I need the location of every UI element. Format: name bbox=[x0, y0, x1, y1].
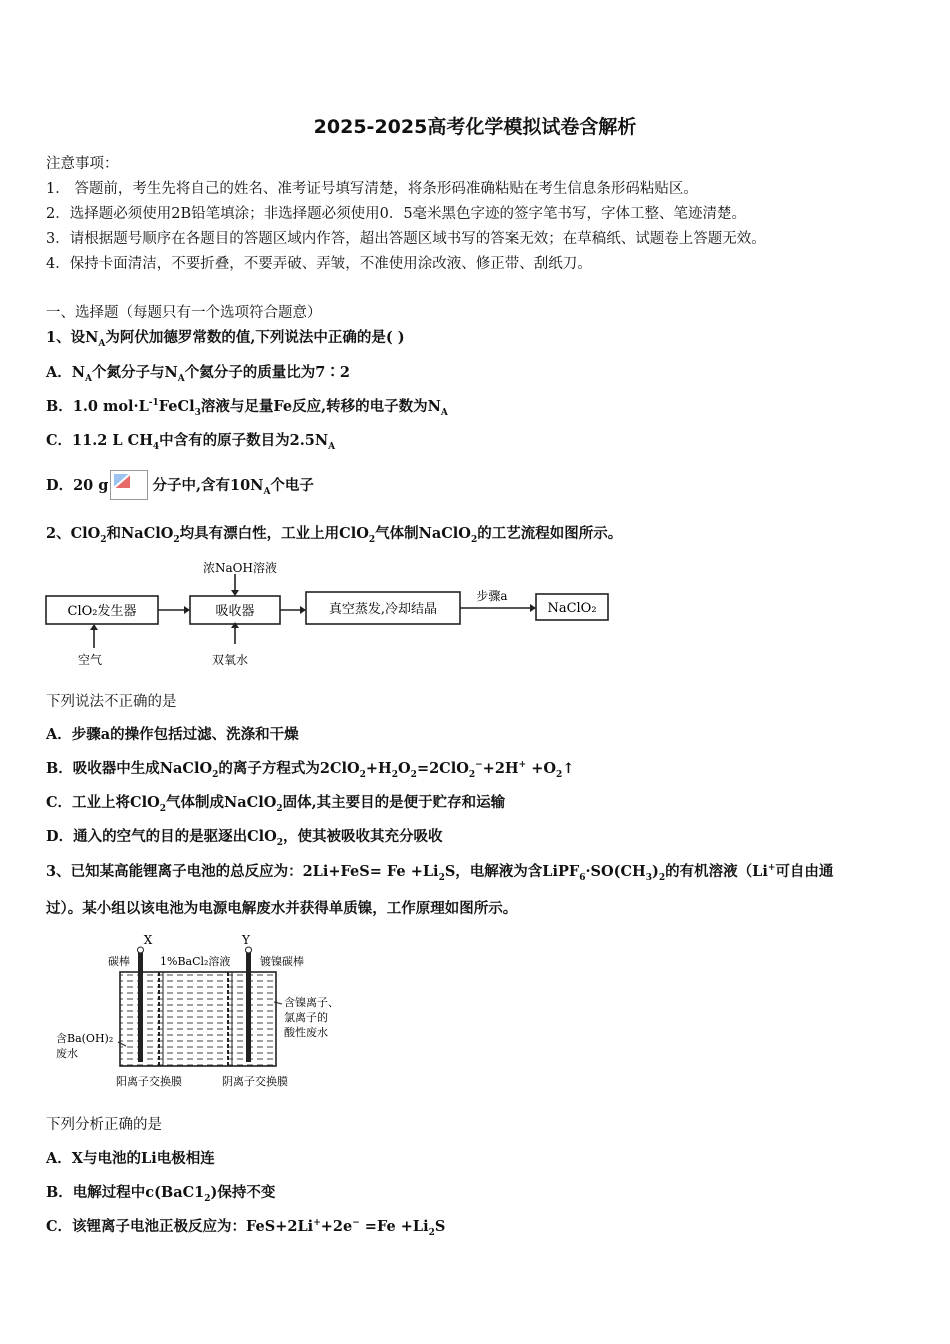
electrolysis-cell-diagram bbox=[56, 930, 356, 1095]
q1-stem: 1、设$N_A$为阿伏加德罗常数的值,下列说法中正确的是( ) bbox=[46, 329, 405, 349]
notice-heading: 注意事项： bbox=[46, 156, 119, 172]
right-waste-label-1: 含镍离子、 bbox=[284, 996, 339, 1009]
flow-box-absorber: 吸收器 bbox=[215, 604, 255, 619]
q3-option-c[interactable]: C．该锂离子电池正极反应为：$FeS+2Li^++2e^- =Fe +Li_2S$ bbox=[46, 1218, 446, 1238]
left-waste-label-2: 废水 bbox=[56, 1047, 78, 1060]
electrode-y-label: Y bbox=[242, 933, 250, 947]
flow-step-label: 步骤a bbox=[476, 589, 508, 603]
bacl2-solution-label: 1%BaCl₂溶液 bbox=[160, 955, 231, 968]
flow-box-evaporation: 真空蒸发,冷却结晶 bbox=[328, 602, 438, 617]
process-flow-diagram bbox=[44, 560, 624, 672]
left-waste-label-1: 含Ba(OH)₂ bbox=[56, 1032, 114, 1045]
notice-item-1: 1． 答题前，考生先将自己的姓名、准考证号填写清楚，将条形码准确粘贴在考生信息条形码粘贴区。 bbox=[46, 181, 698, 197]
page-title: 2025-2025高考化学模拟试卷含解析 bbox=[313, 116, 637, 138]
q1-option-b[interactable]: B．1.0 $mol\cdot L^{-1}FeCl_3$溶液与足量Fe反应,转移的电子数为$N_A$ bbox=[46, 398, 448, 418]
q3-stem-line1: 3、已知某高能锂离子电池的总反应为：$2Li+FeS= Fe +Li_2S$，电解液为含$LiPF_6\cdot SO(CH_3)_2$的有机溶液（Li+可自由通 bbox=[46, 863, 834, 883]
q1-option-a[interactable]: A．$N_A$个氮分子与$N_A$个氦分子的质量比为7∶2 bbox=[46, 364, 350, 384]
cation-membrane-label: 阳离子交换膜 bbox=[116, 1075, 182, 1088]
q3-stem-line2: 过）。某小组以该电池为电源电解废水并获得单质镍，工作原理如图所示。 bbox=[46, 900, 518, 917]
q1-option-c[interactable]: C．11.2 L $CH_4$中含有的原子数目为$2.5N_A$ bbox=[46, 432, 336, 452]
q3-option-b[interactable]: B．电解过程中$c(BaC1_2)$保持不变 bbox=[46, 1184, 276, 1204]
q2-option-c[interactable]: C．工业上将ClO$_2$气体制成NaClO$_2$固体,其主要目的是便于贮存和运输 bbox=[46, 794, 506, 814]
nickel-rod-label: 镀镍碳棒 bbox=[260, 955, 304, 968]
q2-option-d[interactable]: D．通入的空气的目的是驱逐出ClO$_2$，使其被吸收其充分吸收 bbox=[46, 828, 443, 848]
q2-option-a[interactable]: A．步骤a的操作包括过滤、洗涤和干燥 bbox=[46, 726, 299, 743]
flow-box-generator: ClO₂发生器 bbox=[67, 604, 137, 619]
flow-input-h2o2: 双氧水 bbox=[211, 653, 249, 667]
notice-item-4: 4．保持卡面清洁，不要折叠，不要弄破、弄皱，不准使用涂改液、修正带、刮纸刀。 bbox=[46, 256, 592, 272]
notice-item-3: 3．请根据题号顺序在各题目的答题区域内作答，超出答题区域书写的答案无效；在草稿纸、试题卷上答题无效。 bbox=[46, 231, 766, 247]
q3-option-a[interactable]: A．X与电池的Li电极相连 bbox=[46, 1150, 215, 1167]
flow-box-product: NaClO₂ bbox=[547, 601, 597, 616]
flow-input-air: 空气 bbox=[77, 653, 103, 667]
flow-input-naoh: 浓NaOH溶液 bbox=[203, 561, 277, 575]
q2-stem: 2、ClO$_2$和NaClO$_2$均具有漂白性，工业上用ClO$_2$气体制NaClO$_2$的工艺流程如图所示。 bbox=[46, 525, 623, 545]
carbon-rod-label: 碳棒 bbox=[108, 955, 130, 968]
right-waste-label-3: 酸性废水 bbox=[284, 1026, 328, 1039]
q2-prompt: 下列说法不正确的是 bbox=[46, 694, 177, 710]
q1-option-d[interactable]: D．20 g 分子中,含有$10N_A$个电子 bbox=[46, 470, 314, 500]
electrode-x-label: X bbox=[143, 933, 153, 947]
right-waste-label-2: 氯离子的 bbox=[284, 1011, 328, 1024]
broken-image-icon bbox=[110, 470, 148, 500]
anion-membrane-label: 阴离子交换膜 bbox=[222, 1075, 288, 1088]
q2-option-b[interactable]: B．吸收器中生成NaClO$_2$的离子方程式为$2ClO_2+H_2O_2=2ClO_2^-+2H^+$ $+O_2↑$ bbox=[46, 760, 575, 780]
section-heading: 一、选择题（每题只有一个选项符合题意） bbox=[46, 305, 322, 321]
q3-prompt: 下列分析正确的是 bbox=[46, 1117, 162, 1133]
notice-item-2: 2．选择题必须使用2B铅笔填涂；非选择题必须使用0．5毫米黑色字迹的签字笔书写，字体工整、笔迹清楚。 bbox=[46, 206, 747, 222]
